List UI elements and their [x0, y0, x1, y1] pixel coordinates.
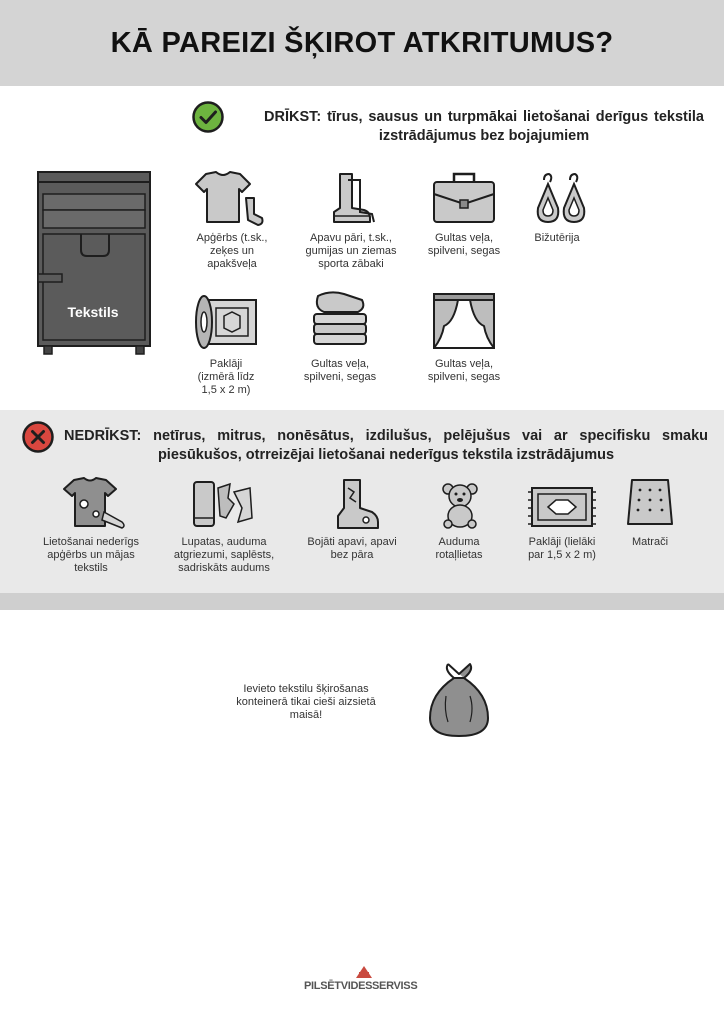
bag-instruction: Ievieto tekstilu šķirošanas konteinerā tikai cieši aizsietā maisā! — [236, 683, 376, 721]
header-bar — [0, 0, 724, 86]
logo-text-right: SERVISS — [372, 980, 418, 992]
tied-bag-icon — [426, 660, 492, 740]
prohibited-caption-shoes: Bojāti apavi, apavi bez pāra — [307, 536, 397, 561]
allowed-caption-bedding-2: Gultas veļa, spilveni, segas — [303, 358, 377, 383]
section-divider — [0, 593, 724, 610]
house-roof-icon — [356, 964, 372, 978]
earrings-icon — [534, 172, 584, 226]
check-icon — [192, 101, 224, 133]
prohibited-caption-mattresses: Matrači — [631, 536, 669, 548]
damaged-boot-icon — [332, 478, 382, 530]
allowed-caption-bedding-3: Gultas veļa, spilveni, segas — [427, 358, 501, 383]
textile-container-illustration — [36, 170, 152, 356]
allowed-caption-rugs: Paklāji (izmērā līdz 1,5 x 2 m) — [197, 358, 255, 396]
boots-icon — [326, 172, 376, 224]
teddy-bear-icon — [440, 482, 480, 528]
prohibited-caption-rugs: Paklāji (lielāki par 1,5 x 2 m) — [528, 536, 596, 561]
allowed-caption-shoes: Apavu pāri, t.sk., gumijas un ziemas sporta zābaki — [305, 232, 397, 270]
prohibited-caption-toys: Auduma rotaļlietas — [435, 536, 483, 561]
company-logo — [300, 964, 424, 994]
damaged-tshirt-icon — [64, 476, 128, 530]
rug-roll-icon — [194, 292, 258, 352]
bag-icon — [432, 170, 496, 226]
allowed-heading: DRĪKST: tīrus, sausus un turpmākai lietošanai derīgus tekstila izstrādājumus bez bojajumiem — [264, 109, 704, 144]
folded-bedding-icon — [310, 290, 370, 348]
page-title: KĀ PAREIZI ŠĶIROT ATKRITUMUS? — [110, 26, 614, 59]
cross-icon — [22, 421, 54, 453]
allowed-caption-jewelry: Bižutērija — [534, 232, 580, 244]
allowed-caption-clothes: Apģērbs (t.sk., zeķes un apakšveļa — [196, 232, 268, 270]
prohibited-caption-rags: Lupatas, auduma atgriezumi, saplēsts, sadriskāts audums — [173, 536, 275, 574]
prohibited-heading: NEDRĪKST: netīrus, mitrus, nonēsātus, izdilušus, pelējušus vai ar specifisku smaku piesūkušos, otrreizējai lietošanai nederīgus tekstila izstrādājumus — [64, 428, 708, 463]
torn-fabric-icon — [190, 478, 256, 530]
tshirt-socks-icon — [194, 170, 264, 226]
allowed-caption-bedding-1: Gultas veļa, spilveni, segas — [427, 232, 501, 257]
mattress-icon — [626, 478, 674, 528]
prohibited-caption-clothes: Lietošanai nederīgs apģērbs un mājas tekstils — [42, 536, 139, 574]
logo-text-left: PILSĒTVIDES — [304, 980, 373, 992]
large-rug-icon — [526, 484, 598, 530]
container-label: Tekstils — [67, 304, 119, 320]
curtains-icon — [432, 292, 496, 350]
